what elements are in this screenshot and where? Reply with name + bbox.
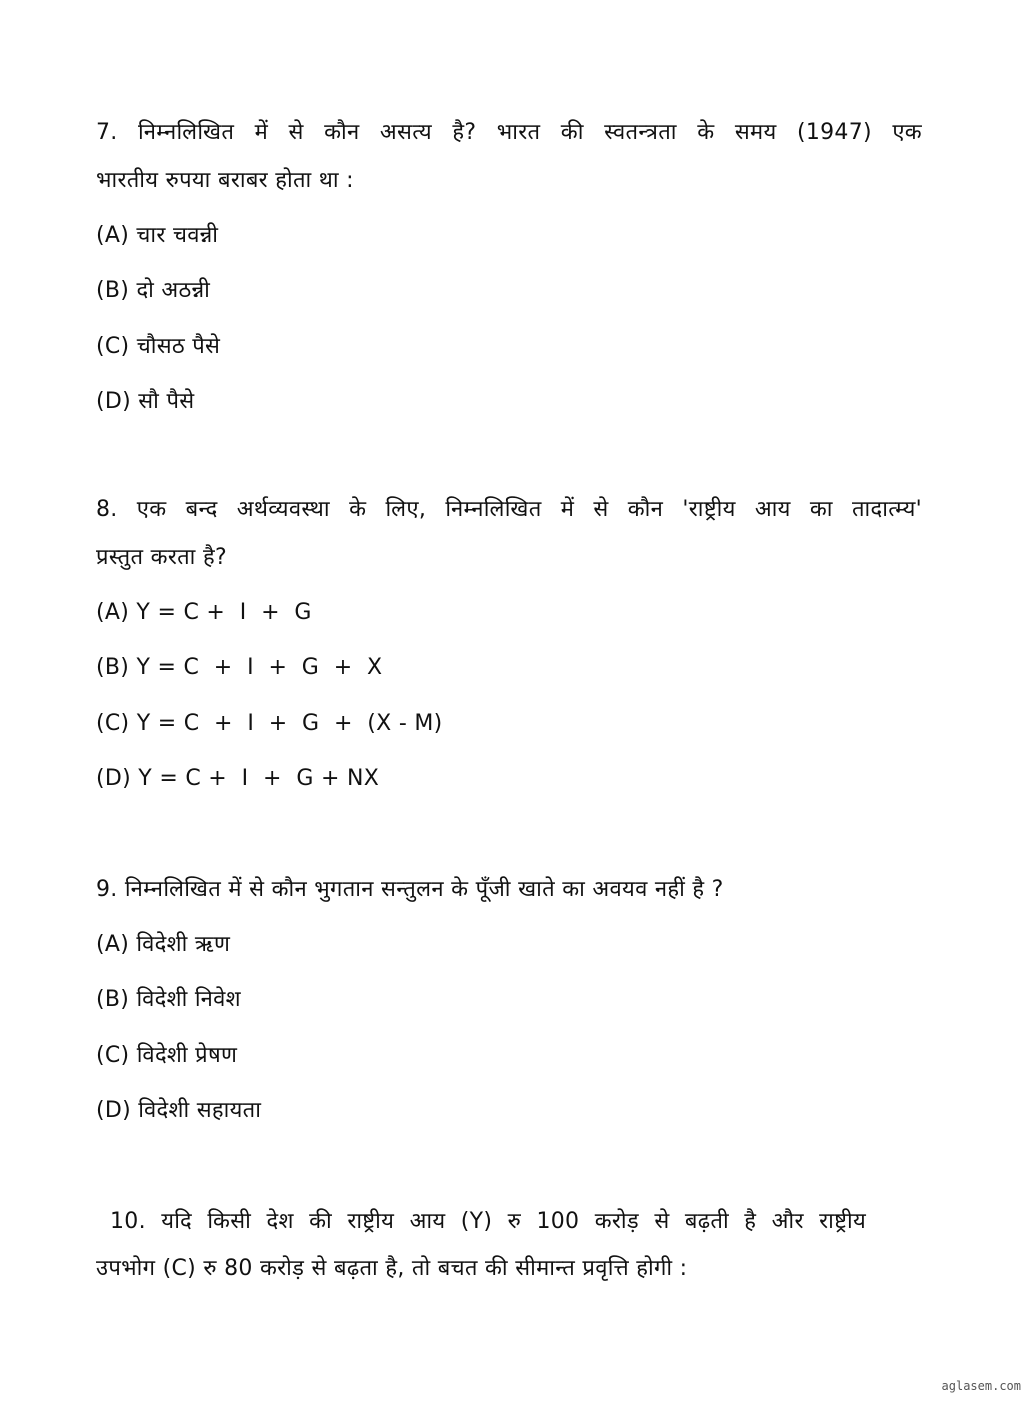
q7-option-a: (A) चार चवन्नी [96,223,219,248]
q8-option-a: (A) Y = C + I + G [96,600,312,625]
q10-stem-line1: 10. यदि किसी देश की राष्ट्रीय आय (Y) रु 100 करोड़ से बढ़ती है और राष्ट्रीय [110,1209,866,1234]
q9-stem: 9. निम्नलिखित में से कौन भुगतान सन्तुलन के पूँजी खाते का अवयव नहीं है ? [96,877,724,902]
q8-option-d: (D) Y = C + I + G + NX [96,766,380,791]
q8-option-b: (B) Y = C + I + G + X [96,655,383,680]
q9-option-b: (B) विदेशी निवेश [96,987,241,1012]
q7-option-c: (C) चौसठ पैसे [96,334,221,359]
q10-stem-line2: उपभोग (C) रु 80 करोड़ से बढ़ता है, तो बचत की सीमान्त प्रवृत्ति होगी : [96,1256,688,1281]
q7-stem-line1: 7. निम्नलिखित में से कौन असत्य है? भारत की स्वतन्त्रता के समय (1947) एक [96,120,922,145]
watermark-footer: aglasem.com [941,1379,1021,1393]
q8-stem-line1: 8. एक बन्द अर्थव्यवस्था के लिए, निम्नलिखित में से कौन 'राष्ट्रीय आय का तादात्म्य' [96,497,922,522]
q7-stem-line2: भारतीय रुपया बराबर होता था : [96,168,354,193]
q8-stem-line2: प्रस्तुत करता है? [96,545,227,570]
q9-option-c: (C) विदेशी प्रेषण [96,1043,238,1068]
q7-option-b: (B) दो अठन्नी [96,278,211,303]
q8-option-c: (C) Y = C + I + G + (X - M) [96,711,443,736]
q9-option-a: (A) विदेशी ऋण [96,932,231,957]
q9-option-d: (D) विदेशी सहायता [96,1098,262,1123]
q7-option-d: (D) सौ पैसे [96,389,195,414]
